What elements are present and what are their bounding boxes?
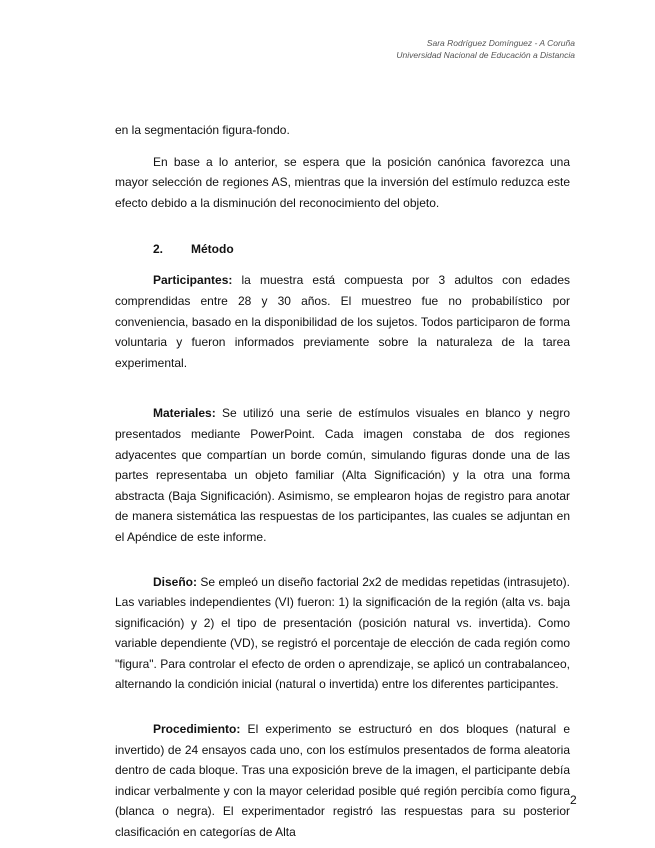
participants-paragraph bbox=[115, 270, 570, 373]
procedure-label: Procedimiento: bbox=[153, 722, 241, 737]
page-body bbox=[115, 120, 570, 843]
continuation-paragraph: en la segmentación figura-fondo. bbox=[115, 123, 290, 137]
design-label: Diseño: bbox=[153, 574, 198, 589]
design-text: Se empleó un diseño factorial 2x2 de medidas repetidas (intrasujeto). Las variables independientes (VI) fueron: 1) la significación de la región (alta vs. baja significación) y 2) el tipo de presentación (posición natural vs. invertida). Como variable dependiente (VD), se registró el porcentaje de elección de cada región como "figura". Para controlar el efecto de orden o aprendizaje, se aplicó un contrabalanceo, alternando la condición inicial (natural o invertida) entre los diferentes participantes. bbox=[115, 574, 570, 692]
participants-text: la muestra está compuesta por 3 adultos con edades comprendidas entre 28 y 30 años. El muestreo fue no probabilístico por conveniencia, basado en la disponibilidad de los sujetos. Todos participaron de forma voluntaria y fueron informados previamente sobre la naturaleza de la tarea experimental. bbox=[115, 273, 570, 370]
section-title: Método bbox=[191, 242, 234, 257]
participants-label: Participantes: bbox=[153, 273, 233, 288]
procedure-text: El experimento se estructuró en dos bloques (natural e invertido) de 24 ensayos cada uno, con los estímulos presentados de forma aleatoria dentro de cada bloque. Tras una exposición breve de la imagen, el participante debía indicar verbalmente y con la mayor celeridad posible qué región percibía como figura (blanca o negra). El experimentador registró las respuestas para su posterior clasificación en categorías de Alta bbox=[115, 722, 570, 840]
materials-text: Se utilizó una serie de estímulos visuales en blanco y negro presentados mediante PowerPoint. Cada imagen constaba de dos regiones adyacentes que compartían un borde común, simulando figuras donde una de las partes representaba un objeto familiar (Alta Significación) y la otra una forma abstracta (Baja Significación). Asimismo, se emplearon hojas de registro para anotar de manera sistemática las respuestas de los participantes, las cuales se adjuntan en el Apéndice de este informe. bbox=[115, 406, 570, 544]
materials-label: Materiales: bbox=[153, 406, 216, 421]
running-header bbox=[396, 37, 575, 61]
header-author: Sara Rodríguez Domínguez - A Coruña bbox=[426, 38, 575, 48]
hypothesis-paragraph: En base a lo anterior, se espera que la posición canónica favorezca una mayor selección de regiones AS, mientras que la inversión del estímulo reduzca este efecto debido a la disminución del reconocimiento del objeto. bbox=[115, 154, 570, 210]
section-number: 2. bbox=[153, 242, 164, 257]
design-paragraph bbox=[115, 572, 570, 696]
page-number: 2 bbox=[570, 793, 577, 807]
header-institution: Universidad Nacional de Educación a Distancia bbox=[396, 50, 575, 60]
procedure-paragraph bbox=[115, 719, 570, 843]
section-heading bbox=[115, 239, 570, 259]
materials-paragraph bbox=[115, 403, 570, 547]
